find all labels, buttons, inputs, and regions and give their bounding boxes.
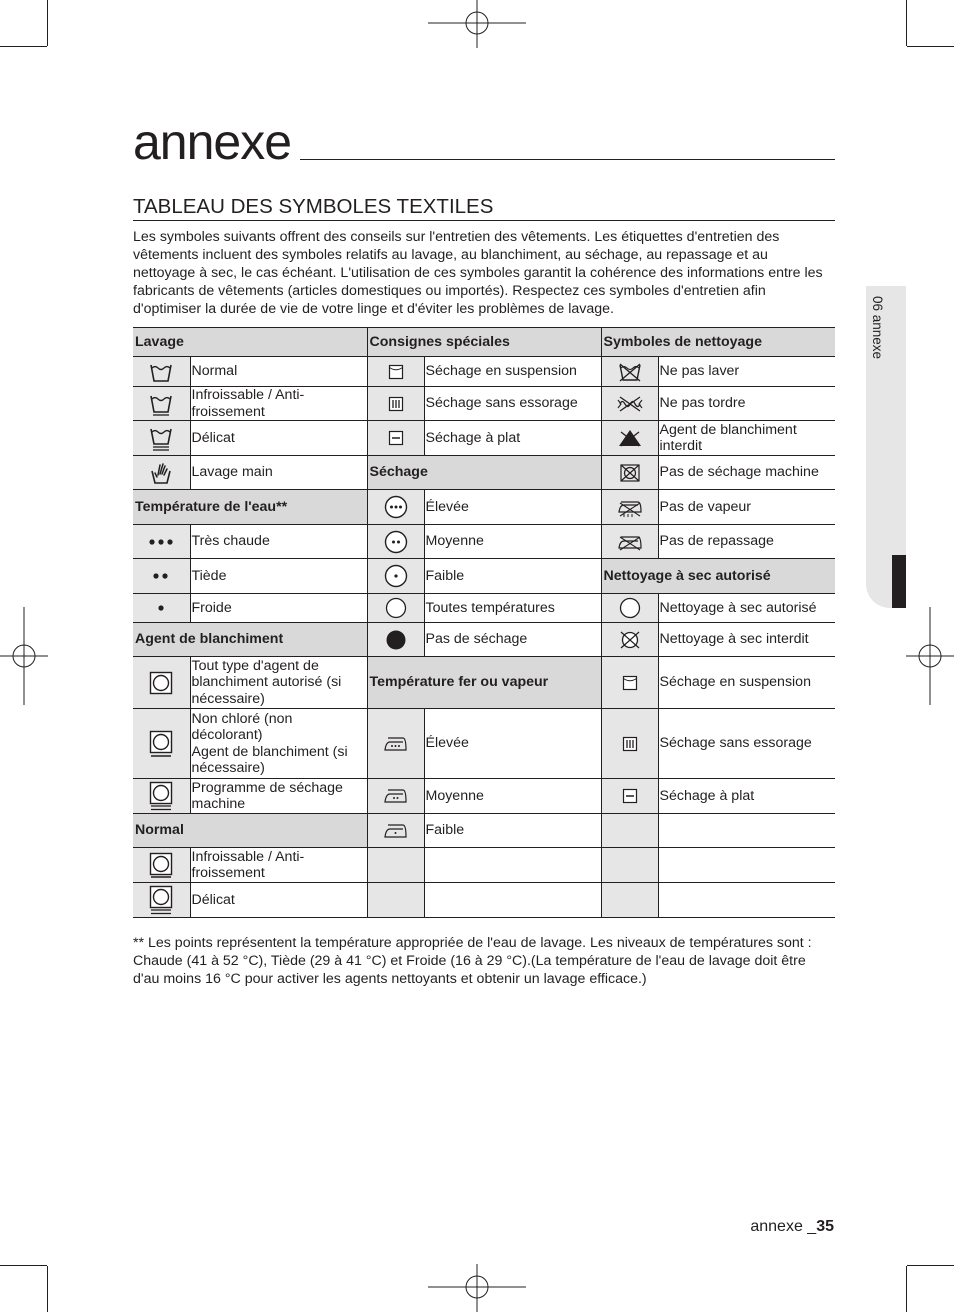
crop-mark xyxy=(47,1266,48,1312)
wash-hand: Lavage main xyxy=(190,456,367,490)
no-dry-clean-icon xyxy=(618,629,642,651)
normal-permanent-press: Infroissable / Anti-froissement xyxy=(190,848,367,883)
no-bleach-icon xyxy=(617,428,643,448)
do-not-wring-icon xyxy=(616,395,644,413)
crop-mark xyxy=(906,1266,907,1312)
special-drip-dry: Séchage sans essorage xyxy=(424,387,601,421)
intro-paragraph: Les symboles suivants offrent des conseils sur l'entretien des vêtements. Les étiquettes d'entretien des vêtements incluent des symboles relatifs au lavage, au blanchiment, au séchage, au repassage et au nettoyage à sec, le cas échéant. L'utilisation de ces symboles garantit la cohérence des informations entre les fabricants de vêtements (articles domestiques ou importés). Respectez ces symboles d'entretien afin d'optimiser la durée de vie de votre linge et d'éviter les problèmes de lavage. xyxy=(133,229,823,317)
empty-icon-cell xyxy=(601,883,658,918)
bleach-dryer-icon xyxy=(149,781,173,811)
clean-no-wring: Ne pas tordre xyxy=(658,387,835,421)
registration-mark-icon xyxy=(428,0,526,48)
crop-mark xyxy=(0,1265,47,1266)
crop-mark xyxy=(906,0,907,46)
drying-medium: Moyenne xyxy=(424,525,601,559)
crop-mark xyxy=(907,46,954,47)
wash-delicate: Délicat xyxy=(190,421,367,456)
tumble-dry-low-icon xyxy=(384,564,408,588)
no-iron-icon xyxy=(616,532,644,552)
bleach-non-chlorine: Non chloré (non décolorant) xyxy=(191,710,293,743)
clean-no-iron: Pas de repassage xyxy=(658,525,835,559)
dry-drip-dry: Séchage sans essorage xyxy=(658,709,835,779)
drying-any: Toutes températures xyxy=(424,594,601,623)
iron-medium: Moyenne xyxy=(424,779,601,814)
clean-no-bleach: Agent de blanchiment interdit xyxy=(658,421,835,456)
registration-mark-icon xyxy=(0,607,48,705)
drying-low: Faible xyxy=(424,559,601,594)
header-normal: Normal xyxy=(133,814,367,848)
crop-mark xyxy=(0,46,47,47)
iron-high-icon xyxy=(383,735,409,753)
no-steam-icon xyxy=(616,496,644,518)
bleach-dryer-program: Programme de séchage machine xyxy=(190,779,367,814)
no-tumble-dry-icon xyxy=(619,463,641,483)
textile-symbols-table xyxy=(133,327,835,918)
empty-icon-cell xyxy=(601,814,658,848)
temp-warm: Tiède xyxy=(190,559,367,594)
do-not-wash-icon xyxy=(617,361,643,383)
empty-icon-cell xyxy=(601,848,658,883)
section-title: TABLEAU DES SYMBOLES TEXTILES xyxy=(133,195,494,218)
flat-dry-icon xyxy=(622,788,638,804)
header-nettoyage: Symboles de nettoyage xyxy=(601,328,835,357)
clean-no-wash: Ne pas laver xyxy=(658,357,835,387)
wash-tub-icon xyxy=(149,361,173,383)
clean-no-tumble-dry: Pas de séchage machine xyxy=(658,456,835,490)
empty-cell xyxy=(424,883,601,918)
footer-prefix: annexe _ xyxy=(750,1218,817,1235)
wash-normal: Normal xyxy=(190,357,367,387)
drip-dry-icon xyxy=(388,396,404,412)
temperature-one-dot-icon xyxy=(157,604,165,612)
special-line-dry: Séchage en suspension xyxy=(424,357,601,387)
empty-cell xyxy=(424,848,601,883)
flat-dry-icon xyxy=(388,430,404,446)
header-lavage: Lavage xyxy=(133,328,367,357)
iron-high: Élevée xyxy=(424,709,601,779)
title-rule xyxy=(300,159,835,160)
no-heat-dry-icon xyxy=(385,629,407,651)
drying-high: Élevée xyxy=(424,490,601,525)
footnote: ** Les points représentent la température appropriée de l'eau de lavage. Les niveaux de températures sont : Chaude (41 à 52 °C), Tiède (29 à 41 °C) et Froide (16 à 29 °C).(La température de l'eau de lavage doit être d'au moins 16 °C pour activer les agents nettoyants et obtenir un lavage efficace.) xyxy=(133,935,812,987)
dry-clean-icon xyxy=(619,597,641,619)
wash-tub-icon xyxy=(149,392,173,416)
empty-icon-cell xyxy=(367,848,424,883)
bleach-if-needed: Agent de blanchiment (si nécessaire) xyxy=(191,743,348,776)
clean-no-steam: Pas de vapeur xyxy=(658,490,835,525)
header-temperature: Température de l'eau** xyxy=(133,490,367,525)
dry-clean-forbidden: Nettoyage à sec interdit xyxy=(658,623,835,657)
wash-permanent-press: Infroissable / Anti-froissement xyxy=(190,387,367,421)
wash-tub-icon xyxy=(149,425,173,451)
special-flat-dry: Séchage à plat xyxy=(424,421,601,456)
bleach-any-icon xyxy=(149,671,173,695)
empty-cell xyxy=(658,848,835,883)
line-dry-icon xyxy=(622,675,638,691)
empty-cell xyxy=(658,883,835,918)
page-number: 35 xyxy=(816,1218,834,1235)
tumble-dry-any-icon xyxy=(385,597,407,619)
iron-medium-icon xyxy=(383,787,409,805)
temperature-two-dots-icon xyxy=(152,572,170,580)
drip-dry-icon xyxy=(622,736,638,752)
dry-line-dry: Séchage en suspension xyxy=(658,657,835,709)
registration-mark-icon xyxy=(906,607,954,705)
header-bleach: Agent de blanchiment xyxy=(133,623,367,657)
dry-clean-allowed: Nettoyage à sec autorisé xyxy=(658,594,835,623)
crop-mark xyxy=(47,0,48,46)
dryer-permanent-press-icon xyxy=(149,852,173,878)
drying-no-heat: Pas de séchage xyxy=(424,623,601,657)
tumble-dry-high-icon xyxy=(384,495,408,519)
dryer-delicate-icon xyxy=(149,885,173,915)
page-title: annexe xyxy=(133,114,292,170)
chapter-tab-marker xyxy=(892,555,906,608)
empty-cell xyxy=(658,814,835,848)
line-dry-icon xyxy=(388,364,404,380)
empty-icon-cell xyxy=(367,883,424,918)
dry-flat-dry: Séchage à plat xyxy=(658,779,835,814)
chapter-tab-label: 06 annexe xyxy=(870,296,885,360)
crop-mark xyxy=(907,1265,954,1266)
iron-low-icon xyxy=(383,822,409,840)
temp-very-hot: Très chaude xyxy=(190,525,367,559)
page-footer xyxy=(750,1218,834,1236)
temperature-three-dots-icon xyxy=(148,538,174,546)
hand-wash-icon xyxy=(149,461,173,485)
iron-low: Faible xyxy=(424,814,601,848)
bleach-non-chlorine-icon xyxy=(149,730,173,758)
header-dry-clean: Nettoyage à sec autorisé xyxy=(601,559,835,594)
header-iron: Température fer ou vapeur xyxy=(367,657,601,709)
bleach-any: Tout type d'agent de blanchiment autorisé (si nécessaire) xyxy=(190,657,367,709)
section-rule xyxy=(133,220,835,221)
registration-mark-icon xyxy=(428,1264,526,1312)
tumble-dry-medium-icon xyxy=(384,530,408,554)
normal-delicate: Délicat xyxy=(190,883,367,918)
header-sechage: Séchage xyxy=(367,456,601,490)
header-consignes: Consignes spéciales xyxy=(367,328,601,357)
temp-cold: Froide xyxy=(190,594,367,623)
